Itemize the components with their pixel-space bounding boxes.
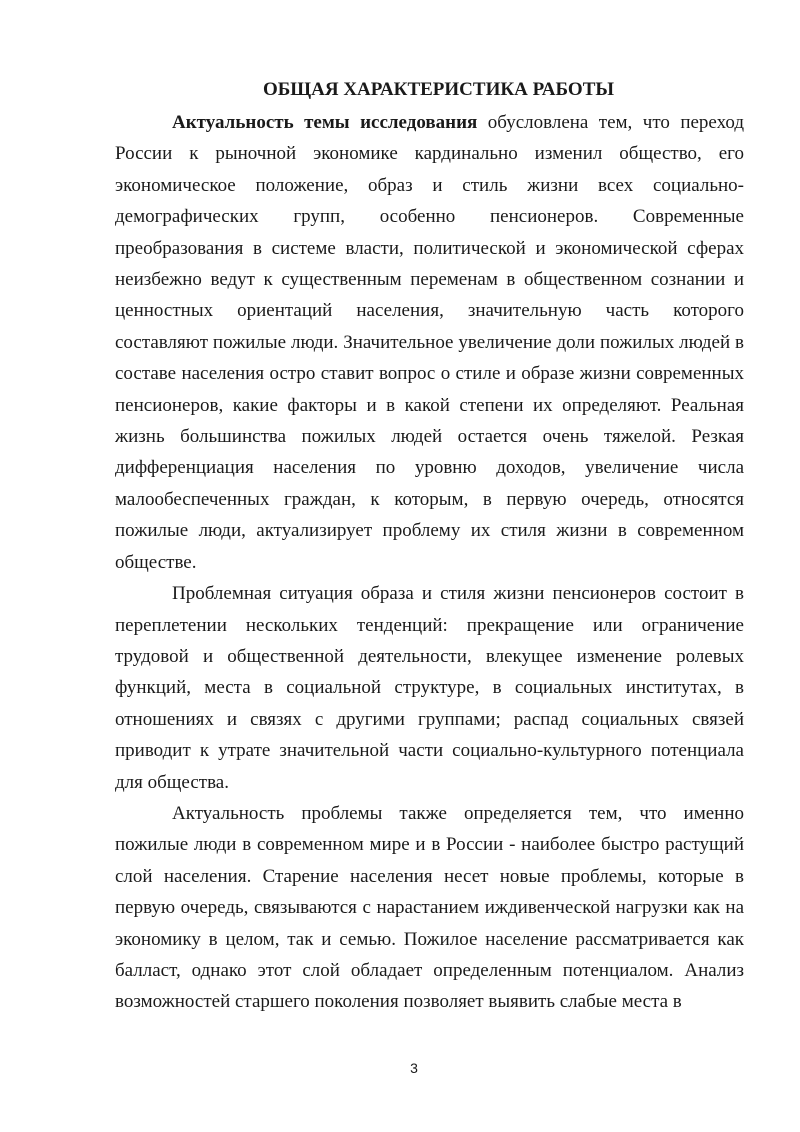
page-number: 3 [410, 1060, 418, 1076]
paragraph-text: Актуальность проблемы также определяется тем, что именно пожилые люди в современном мире и в России - наиболее быстро растущий слой населения. Старение населения несет новые проблемы, которые в первую очередь, связываются с нарастанием иждивенческой нагрузки как на экономику в целом, так и семью. Пожилое население рассматривается как балласт, однако этот слой обладает определенным потенциалом. Анализ возможностей старшего поколения позволяет выявить слабые места в [115, 802, 744, 1013]
paragraph-relevance [115, 107, 744, 578]
paragraph-text: обусловлена тем, что переход России к рыночной экономике кардинально изменил общество, его экономическое положение, образ и стиль жизни всех социально-демографических групп, особенно пенсионеров. Современные преобразования в системе власти, политической и экономической сферах неизбежно ведут к существенным переменам в общественном сознании и ценностных ориентаций населения, значительную часть которого составляют пожилые люди. Значительное увеличение доли пожилых людей в составе населения остро ставит вопрос о стиле и образе жизни современных пенсионеров, какие факторы и в какой степени их определяют. Реальная жизнь большинства пожилых людей остается очень тяжелой. Резкая дифференциация населения по уровню доходов, увеличение числа малообеспеченных граждан, к которым, в первую очередь, относятся пожилые люди, актуализирует проблему их стиля жизни в современном обществе. [115, 112, 744, 573]
paragraph-problem-situation [115, 578, 744, 798]
bold-lead-term: Актуальность темы исследования [172, 112, 478, 133]
paragraph-text: Проблемная ситуация образа и стиля жизни пенсионеров состоит в переплетении нескольких тенденций: прекращение или ограничение трудовой и общественной деятельности, влекущее изменение ролевых функций, места в социальной структуре, в социальных институтах, в отношениях и связях с другими группами; распад социальных связей приводит к утрате значительной части социально-культурного потенциала для общества. [115, 583, 744, 793]
section-heading: ОБЩАЯ ХАРАКТЕРИСТИКА РАБОТЫ [262, 79, 615, 100]
document-body [115, 74, 744, 1018]
paragraph-problem-relevance [115, 798, 744, 1018]
